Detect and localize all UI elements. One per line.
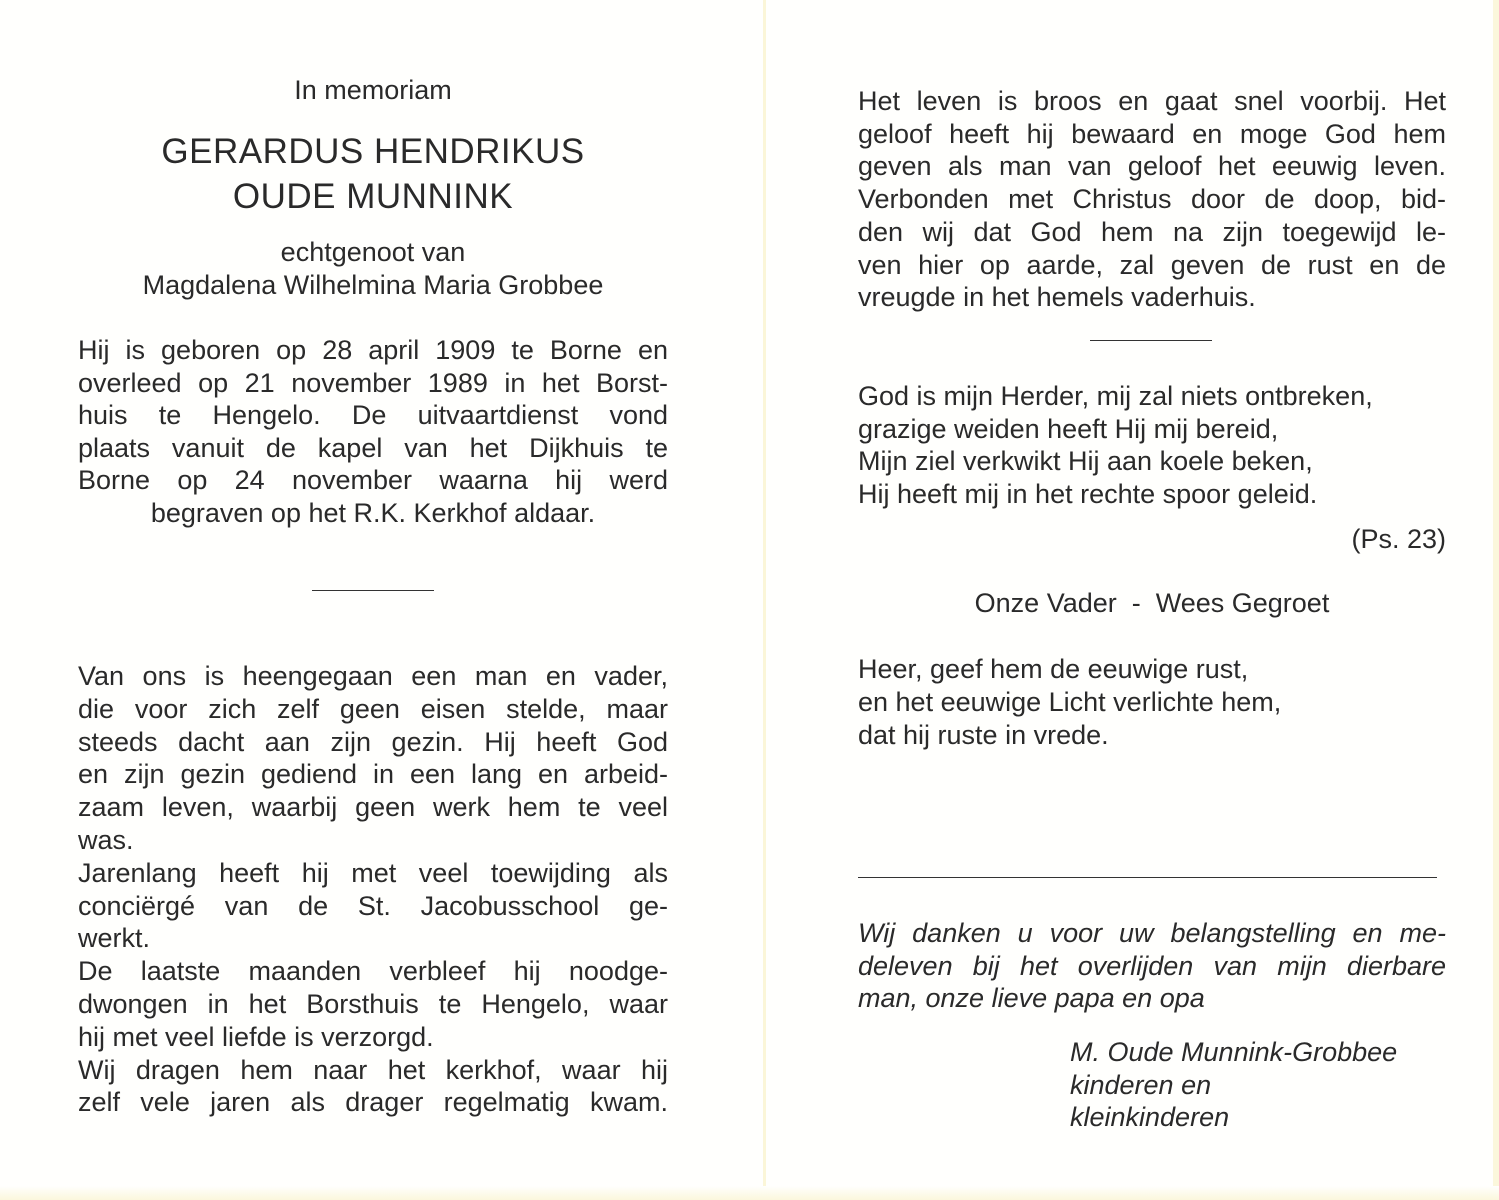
heading: In memoriam	[294, 75, 452, 105]
thanks-line: Wij danken u voor uw belangstelling en me-	[858, 918, 1446, 948]
divider	[312, 590, 434, 591]
tribute-line: werkt.	[78, 923, 151, 954]
signature-line: kinderen en	[1070, 1069, 1212, 1100]
bio-line: plaats vanuit de kapel van het Dijkhuis te	[78, 432, 668, 463]
thanks-line: man, onze lieve papa en opa	[858, 983, 1205, 1013]
reflection-line: geloof heeft hij bewaard en moge God hem	[858, 118, 1446, 149]
reflection-line: Verbonden met Christus door de doop, bid-	[858, 184, 1446, 215]
signature-line: M. Oude Munnink-Grobbee	[1070, 1037, 1398, 1067]
bio-line: Borne op 24 november waarna hij werd	[78, 465, 668, 496]
tribute-line: die voor zich zelf geen eisen stelde, maar	[78, 693, 668, 724]
divider	[858, 877, 1437, 878]
tribute-line: en zijn gezin gediend in een lang en arbeid-	[78, 759, 668, 790]
tribute-line: Wij dragen hem naar het kerkhof, waar hij	[78, 1054, 668, 1085]
bio-line: Hij is geboren op 28 april 1909 te Borne en	[78, 335, 668, 365]
prayer-line: Heer, geef hem de eeuwige rust,	[858, 654, 1249, 684]
prayers: Onze Vader - Wees Gegroet	[974, 588, 1330, 618]
tribute-line: was.	[78, 825, 134, 855]
bio-line: huis te Hengelo. De uitvaartdienst vond	[78, 400, 668, 431]
signature-line: kleinkinderen	[1070, 1102, 1230, 1132]
spouse-name: Magdalena Wilhelmina Maria Grobbee	[142, 270, 604, 300]
reflection-line: den wij dat God hem na zijn toegewijd le-	[858, 216, 1446, 247]
spouse-intro: echtgenoot van	[280, 237, 466, 267]
thanks-line: deleven bij het overlijden van mijn dierbare	[858, 950, 1446, 981]
bio-line: overleed op 21 november 1989 in het Borst-	[78, 367, 668, 398]
paper-edge-bottom	[0, 1186, 1499, 1200]
psalm-line: Mijn ziel verkwikt Hij aan koele beken,	[858, 446, 1313, 477]
deceased-name-line-1: GERARDUS HENDRIKUS	[161, 132, 585, 171]
tribute-line: dwongen in het Borsthuis te Hengelo, waar	[78, 989, 668, 1019]
reflection-line: Het leven is broos en gaat snel voorbij. Het	[858, 86, 1446, 116]
tribute-line: steeds dacht aan zijn gezin. Hij heeft God	[78, 726, 668, 757]
paper-edge	[1493, 0, 1499, 1200]
tribute-line: Van ons is heengegaan een man en vader,	[78, 661, 668, 691]
psalm-line: Hij heeft mij in het rechte spoor geleid.	[858, 478, 1318, 509]
psalm-line: God is mijn Herder, mij zal niets ontbreken,	[858, 381, 1373, 411]
bio-line: begraven op het R.K. Kerkhof aldaar.	[150, 498, 596, 528]
reflection-line: geven als man van geloof het eeuwig leven.	[858, 151, 1446, 182]
deceased-name-line-2: OUDE MUNNINK	[232, 177, 514, 216]
tribute-line: Jarenlang heeft hij met veel toewijding als	[78, 857, 668, 888]
prayer-line: dat hij ruste in vrede.	[858, 720, 1109, 750]
tribute-line: De laatste maanden verbleef hij noodge-	[78, 956, 668, 987]
psalm-line: grazige weiden heeft Hij mij bereid,	[858, 413, 1279, 444]
reflection-line: ven hier op aarde, zal geven de rust en de	[858, 249, 1446, 280]
tribute-line: conciërgé van de St. Jacobusschool ge-	[78, 890, 668, 921]
tribute-line: hij met veel liefde is verzorgd.	[78, 1021, 434, 1052]
prayer-line: en het eeuwige Licht verlichte hem,	[858, 687, 1282, 717]
reflection-line: vreugde in het hemels vaderhuis.	[858, 282, 1256, 313]
psalm-reference: (Ps. 23)	[1351, 524, 1446, 554]
tribute-line: zelf vele jaren als drager regelmatig kwam.	[78, 1087, 668, 1118]
tribute-line: zaam leven, waarbij geen werk hem te veel	[78, 792, 668, 823]
fold-line	[763, 0, 766, 1200]
divider	[1090, 340, 1212, 341]
